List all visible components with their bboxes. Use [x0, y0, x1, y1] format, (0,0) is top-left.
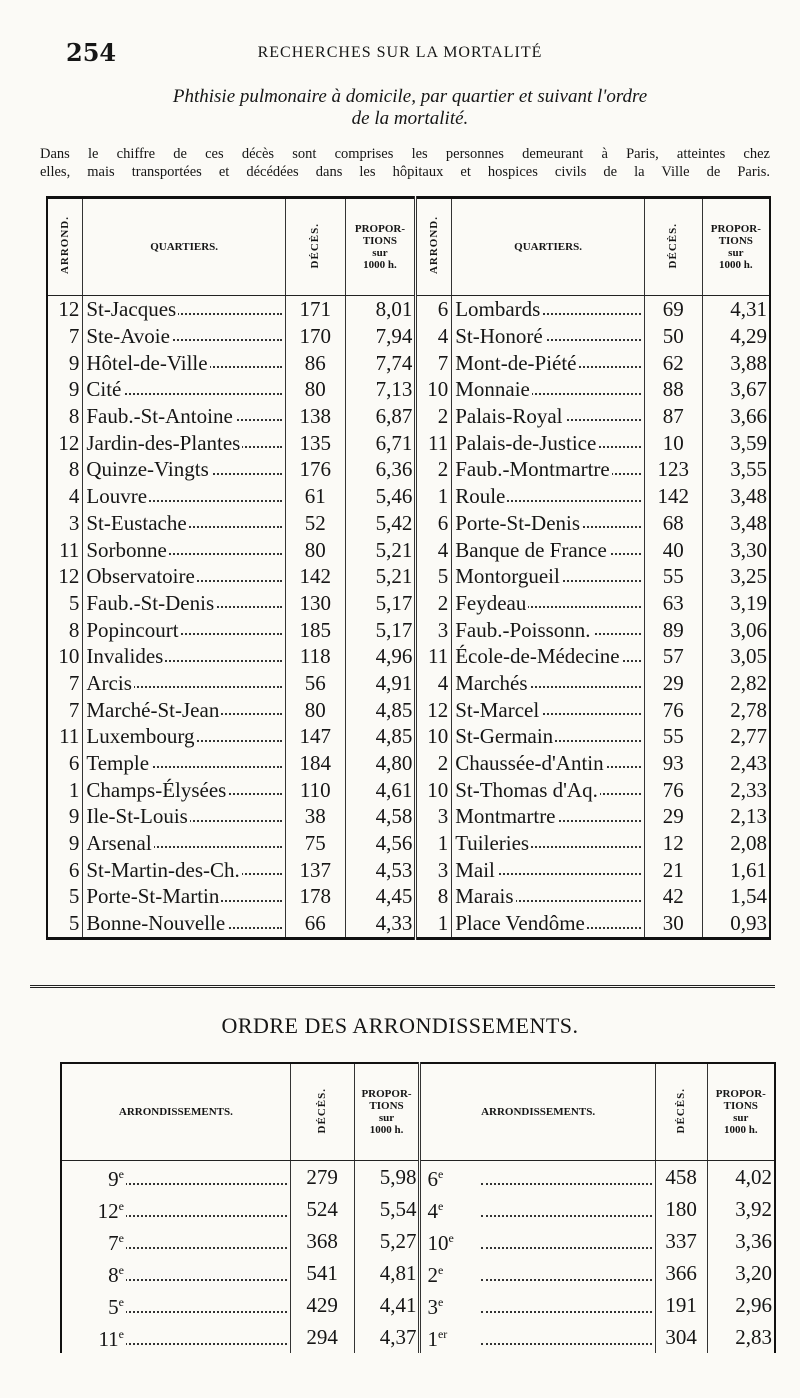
table-row: [47, 723, 770, 750]
arrond-cell: 2: [416, 750, 452, 777]
header-arrondissements: ARRONDISSEMENTS.: [61, 1063, 290, 1161]
arrond-cell: 2: [416, 456, 452, 483]
arrondissement-cell: 11e: [61, 1321, 290, 1353]
deces-cell: 86: [285, 349, 345, 376]
arrondissement-cell: 3e: [420, 1289, 655, 1321]
deces-cell: 524: [290, 1193, 354, 1225]
table-row: [47, 670, 770, 697]
deces-cell: 63: [644, 590, 702, 617]
proportion-cell: 5,42: [345, 510, 416, 537]
table-row: [47, 483, 770, 510]
deces-cell: 429: [290, 1289, 354, 1321]
table-row: [47, 776, 770, 803]
proportion-cell: 6,87: [345, 403, 416, 430]
quartier-cell: Palais-de-Justice: [452, 429, 645, 456]
arrond-cell: 9: [47, 803, 83, 830]
table-row: [47, 403, 770, 430]
arrond-cell: 3: [416, 616, 452, 643]
arrond-cell: 2: [416, 403, 452, 430]
arrondissement-cell: 7e: [61, 1225, 290, 1257]
header-arrondissements: ARRONDISSEMENTS.: [420, 1063, 655, 1161]
arrond-cell: 8: [47, 616, 83, 643]
deces-cell: 76: [644, 696, 702, 723]
quartier-cell: Mont-de-Piété: [452, 349, 645, 376]
header-quartiers: QUARTIERS.: [83, 198, 286, 296]
header-deces: DÉCÈS.: [290, 1063, 354, 1161]
header-arrond: ARROND.: [47, 198, 83, 296]
header-proportions: PROPOR- TIONS sur 1000 h.: [707, 1063, 775, 1161]
arrond-cell: 7: [47, 670, 83, 697]
arrond-cell: 1: [47, 776, 83, 803]
deces-cell: 93: [644, 750, 702, 777]
note-line-2: elles, mais transportées et décédées dans les hôpitaux et hospices civils de la Ville de Paris.: [40, 164, 770, 180]
quartier-cell: Roule: [452, 483, 645, 510]
table-row: [47, 563, 770, 590]
quartier-cell: Feydeau: [452, 590, 645, 617]
proportion-cell: 2,82: [702, 670, 770, 697]
arrond-cell: 4: [416, 536, 452, 563]
arrond-cell: 9: [47, 830, 83, 857]
proportion-cell: 3,48: [702, 483, 770, 510]
quartier-cell: Luxembourg: [83, 723, 286, 750]
quartier-cell: Arcis: [83, 670, 286, 697]
arrondissement-cell: 10e: [420, 1225, 655, 1257]
proportion-cell: 2,43: [702, 750, 770, 777]
deces-cell: 138: [285, 403, 345, 430]
deces-cell: 541: [290, 1257, 354, 1289]
quartier-cell: St-Martin-des-Ch.: [83, 856, 286, 883]
deces-cell: 170: [285, 323, 345, 350]
arrond-cell: 3: [416, 803, 452, 830]
deces-cell: 142: [285, 563, 345, 590]
arrond-cell: 11: [47, 723, 83, 750]
arrond-cell: 4: [47, 483, 83, 510]
arrond-cell: 12: [416, 696, 452, 723]
deces-cell: 87: [644, 403, 702, 430]
proportion-cell: 3,25: [702, 563, 770, 590]
table-row: [47, 323, 770, 350]
table-row: [47, 536, 770, 563]
deces-cell: 42: [644, 883, 702, 910]
arrond-cell: 11: [47, 536, 83, 563]
proportion-cell: 5,21: [345, 536, 416, 563]
proportion-cell: 2,96: [707, 1289, 775, 1321]
arrond-cell: 10: [416, 376, 452, 403]
proportion-cell: 3,66: [702, 403, 770, 430]
proportion-cell: 6,36: [345, 456, 416, 483]
quartier-cell: Marché-St-Jean: [83, 696, 286, 723]
quartier-cell: Banque de France: [452, 536, 645, 563]
arrond-cell: 1: [416, 910, 452, 938]
proportion-cell: 4,96: [345, 643, 416, 670]
header-arrond: ARROND.: [416, 198, 452, 296]
section-divider: [30, 985, 775, 988]
proportion-cell: 2,08: [702, 830, 770, 857]
table-row: [47, 696, 770, 723]
quartier-cell: Cité: [83, 376, 286, 403]
arrond-cell: 5: [47, 910, 83, 938]
proportion-cell: 4,56: [345, 830, 416, 857]
quartier-cell: Faub.-St-Antoine: [83, 403, 286, 430]
proportion-cell: 7,13: [345, 376, 416, 403]
quartier-cell: Monnaie: [452, 376, 645, 403]
quartier-cell: École-de-Médecine: [452, 643, 645, 670]
arrondissement-cell: 9e: [61, 1161, 290, 1194]
deces-cell: 178: [285, 883, 345, 910]
table-row: [47, 616, 770, 643]
proportion-cell: 3,88: [702, 349, 770, 376]
arrondissement-cell: 12e: [61, 1193, 290, 1225]
deces-cell: 75: [285, 830, 345, 857]
deces-cell: 110: [285, 776, 345, 803]
quartier-cell: Montmartre: [452, 803, 645, 830]
table-row: [47, 643, 770, 670]
header-deces: DÉCÈS.: [655, 1063, 707, 1161]
arrondissement-cell: 6e: [420, 1161, 655, 1194]
arrond-cell: 11: [416, 643, 452, 670]
proportion-cell: 3,92: [707, 1193, 775, 1225]
deces-cell: 69: [644, 296, 702, 323]
arrond-cell: 4: [416, 670, 452, 697]
deces-cell: 40: [644, 536, 702, 563]
subtitle-line-1: Phthisie pulmonaire à domicile, par quartier et suivant l'ordre: [172, 86, 648, 107]
proportion-cell: 0,93: [702, 910, 770, 938]
arrond-cell: 8: [47, 456, 83, 483]
header-proportions: PROPOR- TIONS sur 1000 h.: [354, 1063, 420, 1161]
deces-cell: 12: [644, 830, 702, 857]
proportion-cell: 5,17: [345, 616, 416, 643]
proportion-cell: 3,48: [702, 510, 770, 537]
proportion-cell: 4,41: [354, 1289, 420, 1321]
proportion-cell: 4,85: [345, 723, 416, 750]
deces-cell: 30: [644, 910, 702, 938]
table-row: [47, 349, 770, 376]
deces-cell: 137: [285, 856, 345, 883]
quartier-cell: Porte-St-Martin: [83, 883, 286, 910]
deces-cell: 366: [655, 1257, 707, 1289]
quartier-cell: Jardin-des-Plantes: [83, 429, 286, 456]
deces-cell: 458: [655, 1161, 707, 1194]
deces-cell: 66: [285, 910, 345, 938]
quartiers-table: [46, 196, 771, 940]
proportion-cell: 5,17: [345, 590, 416, 617]
table-row: [47, 883, 770, 910]
arrond-cell: 10: [47, 643, 83, 670]
quartier-cell: Sorbonne: [83, 536, 286, 563]
proportion-cell: 4,29: [702, 323, 770, 350]
table-row: [61, 1193, 775, 1225]
quartier-cell: Temple: [83, 750, 286, 777]
deces-cell: 88: [644, 376, 702, 403]
deces-cell: 147: [285, 723, 345, 750]
deces-cell: 184: [285, 750, 345, 777]
header-quartiers: QUARTIERS.: [452, 198, 645, 296]
deces-cell: 135: [285, 429, 345, 456]
arrond-cell: 12: [47, 563, 83, 590]
proportion-cell: 4,80: [345, 750, 416, 777]
proportion-cell: 3,55: [702, 456, 770, 483]
arrond-cell: 7: [47, 323, 83, 350]
table-row: [47, 830, 770, 857]
arrondissement-cell: 8e: [61, 1257, 290, 1289]
quartier-cell: Faub.-Montmartre: [452, 456, 645, 483]
deces-cell: 180: [655, 1193, 707, 1225]
proportion-cell: 5,46: [345, 483, 416, 510]
header-deces: DÉCÈS.: [644, 198, 702, 296]
quartier-cell: Louvre: [83, 483, 286, 510]
proportion-cell: 4,91: [345, 670, 416, 697]
deces-cell: 38: [285, 803, 345, 830]
quartier-cell: Bonne-Nouvelle: [83, 910, 286, 938]
deces-cell: 10: [644, 429, 702, 456]
section-title: ORDRE DES ARRONDISSEMENTS.: [221, 1013, 579, 1038]
running-title: RECHERCHES SUR LA MORTALITÉ: [257, 44, 543, 61]
proportion-cell: 4,58: [345, 803, 416, 830]
table-header-row: [61, 1063, 775, 1161]
deces-cell: 337: [655, 1225, 707, 1257]
proportion-cell: 3,67: [702, 376, 770, 403]
table-row: [47, 910, 770, 938]
arrond-cell: 8: [47, 403, 83, 430]
quartier-cell: St-Germain: [452, 723, 645, 750]
header-proportions: PROPOR- TIONS sur 1000 h.: [345, 198, 416, 296]
deces-cell: 368: [290, 1225, 354, 1257]
quartier-cell: St-Jacques: [83, 296, 286, 323]
quartier-cell: Arsenal: [83, 830, 286, 857]
deces-cell: 171: [285, 296, 345, 323]
header-proportions: PROPOR- TIONS sur 1000 h.: [702, 198, 770, 296]
quartier-cell: St-Thomas d'Aq.: [452, 776, 645, 803]
deces-cell: 80: [285, 696, 345, 723]
quartier-cell: Champs-Élysées: [83, 776, 286, 803]
proportion-cell: 8,01: [345, 296, 416, 323]
deces-cell: 279: [290, 1161, 354, 1194]
arrond-cell: 1: [416, 830, 452, 857]
deces-cell: 89: [644, 616, 702, 643]
deces-cell: 304: [655, 1321, 707, 1353]
proportion-cell: 3,19: [702, 590, 770, 617]
arrond-cell: 1: [416, 483, 452, 510]
arrondissement-cell: 2e: [420, 1257, 655, 1289]
proportion-cell: 1,54: [702, 883, 770, 910]
deces-cell: 118: [285, 643, 345, 670]
arrond-cell: 3: [47, 510, 83, 537]
proportion-cell: 3,59: [702, 429, 770, 456]
quartier-cell: Chaussée-d'Antin: [452, 750, 645, 777]
table-row: [47, 456, 770, 483]
deces-cell: 56: [285, 670, 345, 697]
proportion-cell: 4,85: [345, 696, 416, 723]
proportion-cell: 2,13: [702, 803, 770, 830]
arrondissement-cell: 5e: [61, 1289, 290, 1321]
proportion-cell: 4,61: [345, 776, 416, 803]
arrond-cell: 5: [47, 883, 83, 910]
arrond-cell: 7: [416, 349, 452, 376]
quartier-cell: Popincourt: [83, 616, 286, 643]
deces-cell: 142: [644, 483, 702, 510]
proportion-cell: 4,81: [354, 1257, 420, 1289]
proportion-cell: 5,98: [354, 1161, 420, 1194]
quartier-cell: Montorgueil: [452, 563, 645, 590]
table-row: [47, 750, 770, 777]
proportion-cell: 4,45: [345, 883, 416, 910]
quartier-cell: Hôtel-de-Ville: [83, 349, 286, 376]
arrondissements-table: [60, 1062, 776, 1353]
arrondissement-cell: 4e: [420, 1193, 655, 1225]
arrond-cell: 2: [416, 590, 452, 617]
deces-cell: 185: [285, 616, 345, 643]
deces-cell: 61: [285, 483, 345, 510]
table-row: [47, 296, 770, 323]
arrond-cell: 10: [416, 776, 452, 803]
arrondissement-cell: 1er: [420, 1321, 655, 1353]
quartier-cell: Lombards: [452, 296, 645, 323]
table-row: [47, 590, 770, 617]
proportion-cell: 4,02: [707, 1161, 775, 1194]
quartier-cell: St-Honoré: [452, 323, 645, 350]
quartier-cell: Palais-Royal: [452, 403, 645, 430]
proportion-cell: 3,05: [702, 643, 770, 670]
page-number: 254: [66, 38, 117, 67]
table-row: [47, 429, 770, 456]
table-row: [61, 1289, 775, 1321]
arrond-cell: 11: [416, 429, 452, 456]
quartier-cell: Marais: [452, 883, 645, 910]
arrond-cell: 9: [47, 376, 83, 403]
deces-cell: 29: [644, 803, 702, 830]
proportion-cell: 6,71: [345, 429, 416, 456]
deces-cell: 80: [285, 536, 345, 563]
arrond-cell: 6: [416, 510, 452, 537]
proportion-cell: 5,27: [354, 1225, 420, 1257]
deces-cell: 176: [285, 456, 345, 483]
proportion-cell: 4,37: [354, 1321, 420, 1353]
header-deces: DÉCÈS.: [285, 198, 345, 296]
deces-cell: 57: [644, 643, 702, 670]
table-row: [47, 803, 770, 830]
arrond-cell: 10: [416, 723, 452, 750]
quartier-cell: Marchés: [452, 670, 645, 697]
proportion-cell: 7,74: [345, 349, 416, 376]
quartier-cell: St-Eustache: [83, 510, 286, 537]
deces-cell: 62: [644, 349, 702, 376]
proportion-cell: 2,78: [702, 696, 770, 723]
quartier-cell: Ile-St-Louis: [83, 803, 286, 830]
proportion-cell: 3,30: [702, 536, 770, 563]
proportion-cell: 3,36: [707, 1225, 775, 1257]
deces-cell: 68: [644, 510, 702, 537]
deces-cell: 191: [655, 1289, 707, 1321]
proportion-cell: 2,77: [702, 723, 770, 750]
subtitle-line-2: de la mortalité.: [351, 108, 469, 129]
proportion-cell: 4,33: [345, 910, 416, 938]
table-row: [61, 1257, 775, 1289]
arrond-cell: 6: [47, 856, 83, 883]
quartier-cell: Mail: [452, 856, 645, 883]
table-header-row: [47, 198, 770, 296]
deces-cell: 50: [644, 323, 702, 350]
quartier-cell: Tuileries: [452, 830, 645, 857]
deces-cell: 29: [644, 670, 702, 697]
proportion-cell: 2,33: [702, 776, 770, 803]
quartier-cell: Ste-Avoie: [83, 323, 286, 350]
proportion-cell: 3,20: [707, 1257, 775, 1289]
proportion-cell: 4,53: [345, 856, 416, 883]
quartier-cell: Faub.-Poissonn.: [452, 616, 645, 643]
table-row: [47, 856, 770, 883]
quartier-cell: Faub.-St-Denis: [83, 590, 286, 617]
table-row: [47, 510, 770, 537]
quartier-cell: Quinze-Vingts: [83, 456, 286, 483]
quartier-cell: Invalides: [83, 643, 286, 670]
quartier-cell: Porte-St-Denis: [452, 510, 645, 537]
table-row: [61, 1321, 775, 1353]
table-row: [47, 376, 770, 403]
deces-cell: 52: [285, 510, 345, 537]
proportion-cell: 5,21: [345, 563, 416, 590]
deces-cell: 123: [644, 456, 702, 483]
quartier-cell: St-Marcel: [452, 696, 645, 723]
page-header: [0, 38, 800, 68]
note-line-1: Dans le chiffre de ces décès sont comprises les personnes demeurant à Paris, atteintes chez: [40, 146, 770, 162]
deces-cell: 80: [285, 376, 345, 403]
quartier-cell: Place Vendôme: [452, 910, 645, 938]
deces-cell: 55: [644, 723, 702, 750]
arrond-cell: 12: [47, 429, 83, 456]
arrond-cell: 6: [47, 750, 83, 777]
table-row: [61, 1225, 775, 1257]
arrond-cell: 8: [416, 883, 452, 910]
proportion-cell: 3,06: [702, 616, 770, 643]
arrond-cell: 5: [416, 563, 452, 590]
deces-cell: 294: [290, 1321, 354, 1353]
arrond-cell: 4: [416, 323, 452, 350]
deces-cell: 55: [644, 563, 702, 590]
arrond-cell: 7: [47, 696, 83, 723]
proportion-cell: 2,83: [707, 1321, 775, 1353]
arrond-cell: 5: [47, 590, 83, 617]
arrond-cell: 9: [47, 349, 83, 376]
proportion-cell: 4,31: [702, 296, 770, 323]
arrond-cell: 3: [416, 856, 452, 883]
deces-cell: 76: [644, 776, 702, 803]
proportion-cell: 5,54: [354, 1193, 420, 1225]
arrond-cell: 12: [47, 296, 83, 323]
proportion-cell: 1,61: [702, 856, 770, 883]
table-row: [61, 1161, 775, 1194]
quartier-cell: Observatoire: [83, 563, 286, 590]
proportion-cell: 7,94: [345, 323, 416, 350]
deces-cell: 130: [285, 590, 345, 617]
arrond-cell: 6: [416, 296, 452, 323]
deces-cell: 21: [644, 856, 702, 883]
